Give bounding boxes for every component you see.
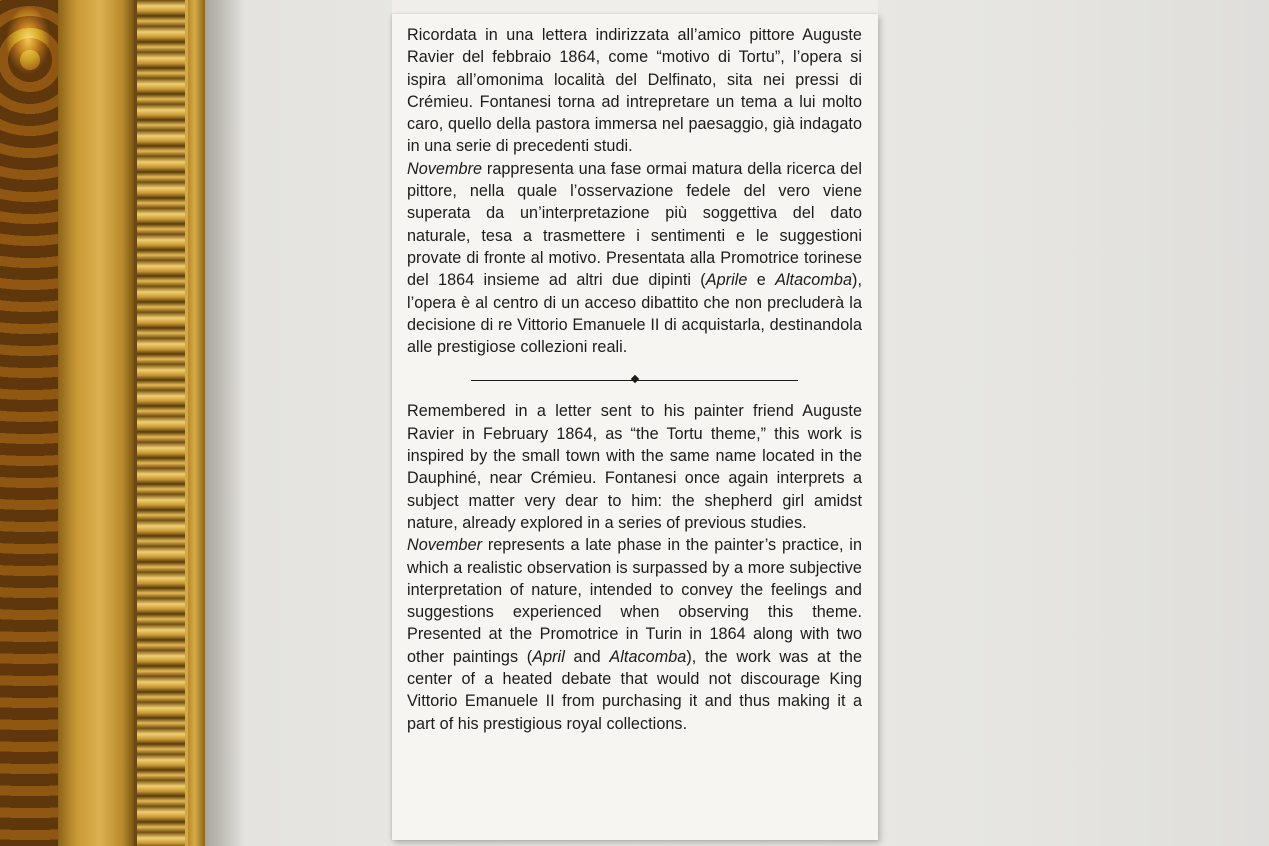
wall-label-panel: [392, 14, 878, 840]
gilded-picture-frame: [0, 0, 205, 846]
frame-carved-ornament: [0, 0, 58, 846]
english-text-c: ), the work was at the center of a heated debate that would not discourage King Vittorio Emanuele II from purchasing it and thus making it a part of his prestigious royal collections.: [407, 647, 862, 733]
frame-flat-molding: [58, 0, 134, 846]
italian-paragraph-2: [407, 158, 862, 359]
italian-text-a: rappresenta una fase ormai matura della ricerca del pittore, nella quale l’osservazione fedele del vero viene superata da un’interpretazione più soggettiva del dato naturale, tesa a trasmettere i sentimenti e le suggestioni provate di fronte al motivo. Presentata alla Promotrice torinese del 1864 insieme ad altri due dipinti (: [407, 159, 862, 290]
frame-beaded-molding: [134, 0, 188, 846]
english-text-a: represents a late phase in the painter’s practice, in which a realistic observation is surpassed by a more subjective interpretation of nature, intended to convey the feelings and suggestions experienced when observing this theme. Presented at the Promotrice in Turin in 1864 along with two other paintings (: [407, 536, 862, 666]
italian-text-c: ), l’opera è al centro di un acceso dibattito che non precluderà la decisione di re Vittorio Emanuele II di acquistarla, destinandola alle prestigiose collezioni reali.: [407, 271, 862, 357]
label-mount-strip: [392, 0, 878, 14]
english-related-work-2: Altacomba: [609, 647, 687, 666]
italian-related-work-1: Aprile: [705, 271, 748, 290]
section-divider: [407, 370, 862, 392]
english-text-b: and: [564, 647, 610, 666]
divider-diamond-ornament: [630, 375, 638, 383]
italian-artwork-title: Novembre: [407, 159, 483, 178]
english-paragraph-1: Remembered in a letter sent to his painter friend Auguste Ravier in February 1864, as “the Tortu theme,” this work is inspired by the small town with the same name located in the Dauphiné, near Crémieu. Fontanesi once again interprets a subject matter very dear to him: the shepherd girl amidst nature, already explored in a series of previous studies.: [407, 402, 862, 532]
english-related-work-1: April: [532, 647, 565, 666]
italian-paragraph-1: Ricordata in una lettera indirizzata all’amico pittore Auguste Ravier del febbraio 1864, come “motivo di Tortu”, l’opera si ispira all’omonima località del Delfinato, sita nei pressi di Crémieu. Fontanesi torna ad intrepretare un tema a lui molto caro, quello della pastora immersa nel paesaggio, già indagato in una serie di precedenti studi.: [407, 26, 862, 156]
italian-related-work-2: Altacomba: [775, 271, 852, 290]
italian-text-b: e: [747, 271, 776, 290]
english-paragraph-2: [407, 534, 862, 735]
english-artwork-title: November: [407, 536, 483, 555]
frame-shadow: [205, 0, 245, 846]
frame-outer-edge: [188, 0, 205, 846]
